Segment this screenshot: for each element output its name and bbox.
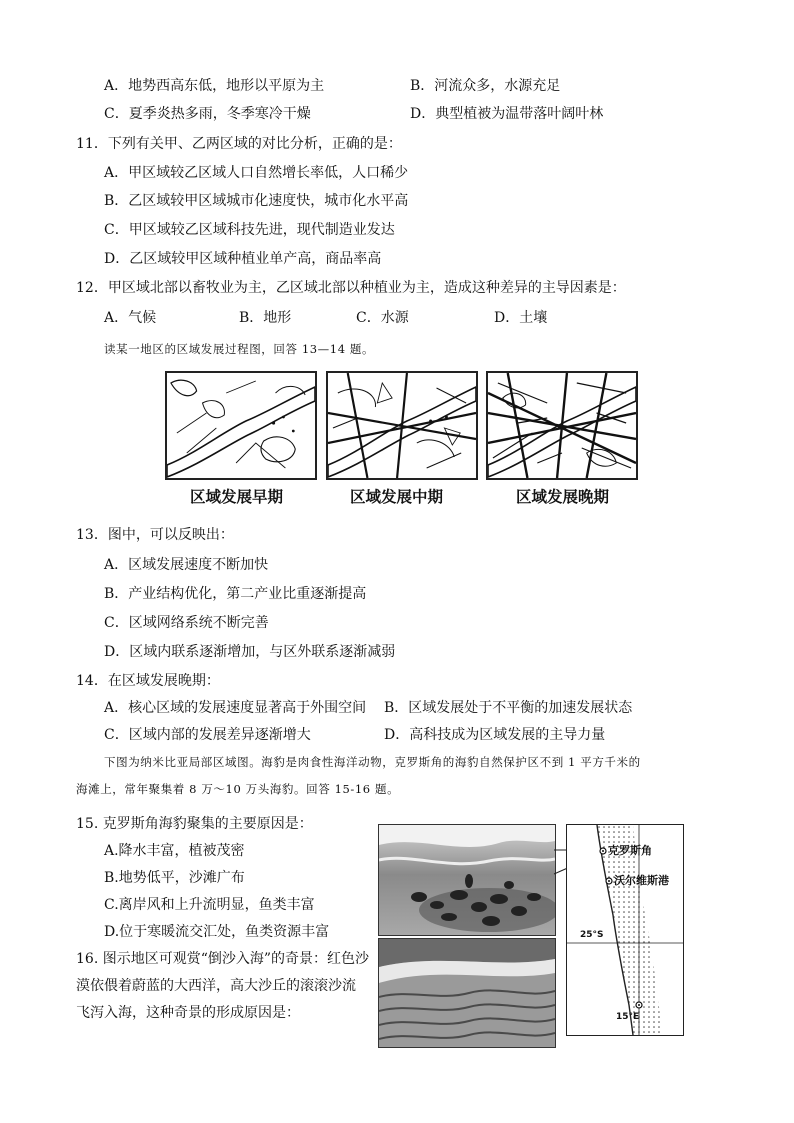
q11-option-a: A．甲区域较乙区域人口自然增长率低，人口稀少 bbox=[104, 165, 409, 181]
q15-option-c: C.离岸风和上升流明显，鱼类丰富 bbox=[104, 897, 315, 913]
caption-middle: 区域发展中期 bbox=[350, 488, 444, 506]
q10-option-a: A．地势西高东低，地形以平原为主 bbox=[104, 78, 325, 94]
intro-15-16-line2: 海滩上，常年聚集着 8 万～10 万头海豹。回答 15-16 题。 bbox=[76, 782, 400, 796]
q13-stem: 13．图中，可以反映出： bbox=[76, 527, 234, 543]
q15-option-b: B.地势低平，沙滩广布 bbox=[104, 870, 245, 886]
q11-stem: 11．下列有关甲、乙两区域的对比分析，正确的是： bbox=[76, 136, 402, 152]
label-25s: 25°S bbox=[580, 930, 604, 940]
label-cape-cross: 克罗斯角 bbox=[608, 844, 652, 857]
q12-option-c: C．水源 bbox=[356, 310, 409, 326]
q16-line2: 漠依偎着蔚蓝的大西洋，高大沙丘的滚滚沙流 bbox=[76, 978, 356, 994]
q12-stem: 12．甲区域北部以畜牧业为主，乙区域北部以种植业为主，造成这种差异的主导因素是： bbox=[76, 280, 626, 296]
q16-line1: 16. 图示地区可观赏“倒沙入海”的奇景：红色沙 bbox=[76, 951, 370, 967]
q13-option-b: B．产业结构优化，第二产业比重逐渐提高 bbox=[104, 586, 367, 602]
q11-option-d: D．乙区域较甲区域种植业单产高，商品率高 bbox=[104, 251, 382, 267]
q12-option-d: D．土壤 bbox=[494, 310, 548, 326]
intro-13-14: 读某一地区的区域发展过程图，回答 13—14 题。 bbox=[104, 342, 375, 356]
q10-option-c: C．夏季炎热多雨，冬季寒冷干燥 bbox=[104, 106, 311, 122]
q16-line3: 飞泻入海，这种奇景的形成原因是： bbox=[76, 1005, 300, 1021]
q12-option-a: A．气候 bbox=[104, 310, 157, 326]
q14-stem: 14．在区域发展晚期： bbox=[76, 673, 220, 689]
q12-option-b: B．地形 bbox=[239, 310, 292, 326]
q11-option-c: C．甲区域较乙区域科技先进，现代制造业发达 bbox=[104, 222, 395, 238]
q14-option-a: A．核心区域的发展速度显著高于外围空间 bbox=[104, 700, 367, 716]
q10-option-b: B．河流众多，水源充足 bbox=[410, 78, 561, 94]
map-late-stage bbox=[486, 371, 638, 480]
q13-option-d: D．区域内联系逐渐增加，与区外联系逐渐减弱 bbox=[104, 644, 396, 660]
map-early-stage bbox=[165, 371, 317, 480]
seal-photo bbox=[378, 824, 556, 936]
caption-late: 区域发展晚期 bbox=[516, 488, 610, 506]
dune-photo bbox=[378, 938, 556, 1048]
label-15e: 15°E bbox=[616, 1012, 640, 1022]
q15-option-a: A.降水丰富，植被茂密 bbox=[104, 843, 245, 859]
q14-option-d: D．高科技成为区域发展的主导力量 bbox=[384, 727, 606, 743]
intro-15-16-line1: 下图为纳米比亚局部区域图。海豹是肉食性海洋动物，克罗斯角的海豹自然保护区不到 1 平方千米的 bbox=[104, 755, 641, 769]
q13-option-a: A．区域发展速度不断加快 bbox=[104, 557, 269, 573]
q11-option-b: B．乙区域较甲区域城市化速度快，城市化水平高 bbox=[104, 193, 409, 209]
q14-option-b: B．区域发展处于不平衡的加速发展状态 bbox=[384, 700, 633, 716]
q15-stem: 15. 克罗斯角海豹聚集的主要原因是： bbox=[76, 816, 313, 832]
map-middle-stage bbox=[326, 371, 478, 480]
q10-option-d: D．典型植被为温带落叶阔叶林 bbox=[410, 106, 604, 122]
caption-early: 区域发展早期 bbox=[190, 488, 284, 506]
q13-option-c: C．区域网络系统不断完善 bbox=[104, 615, 269, 631]
q14-option-c: C．区域内部的发展差异逐渐增大 bbox=[104, 727, 311, 743]
q15-option-d: D.位于寒暖流交汇处，鱼类资源丰富 bbox=[104, 924, 330, 940]
label-walvis-bay: 沃尔维斯港 bbox=[614, 874, 669, 887]
